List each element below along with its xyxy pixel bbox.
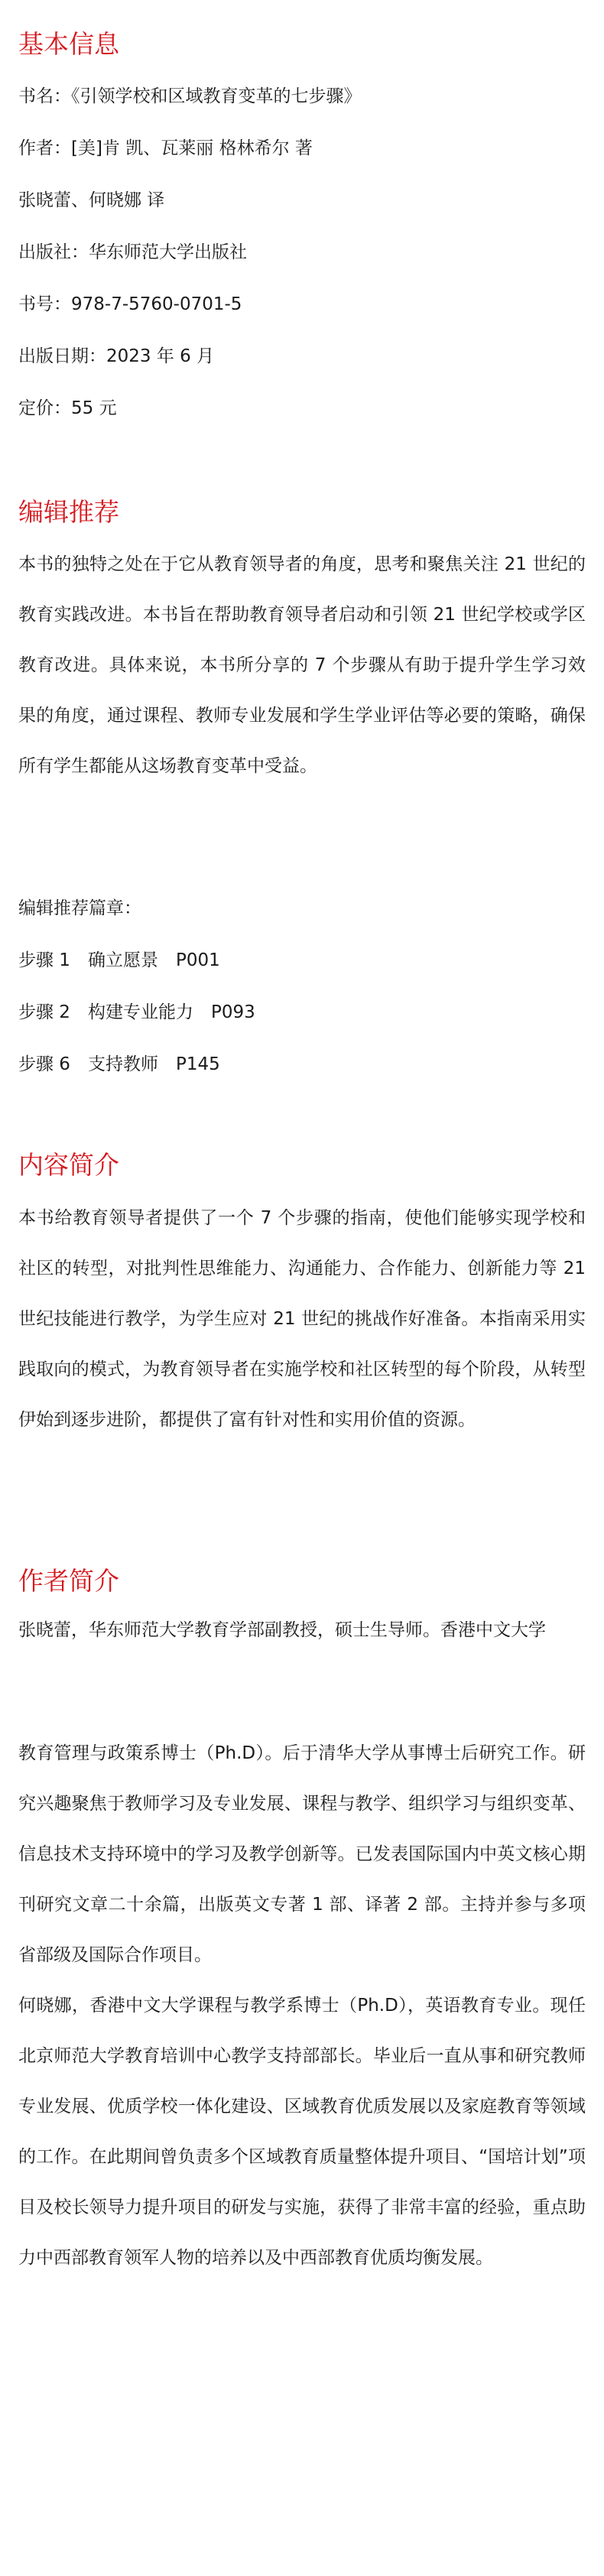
author-intro-heading: 作者简介 <box>18 1566 119 1596</box>
recommended-chapter-item: 步骤 1 确立愿景 P001 <box>18 950 220 970</box>
recommended-chapters-label: 编辑推荐篇章： <box>18 898 141 918</box>
editor-recommend-heading: 编辑推荐 <box>18 497 119 527</box>
authors: 作者：[美]肯 凯、瓦莱丽 格林希尔 著 <box>18 138 313 158</box>
content-intro-paragraph: 本书给教育领导者提供了一个 7 个步骤的指南，使他们能够实现学校和社区的转型，对批判性思维能力、沟通能力、合作能力、创新能力等 21 世纪技能进行教学，为学生应对 21 世纪的挑战作好准备。本指南采用实践取向的模式，为教育领导者在实施学校和社区转型的每个阶段，从转型伊始到逐步进阶，都提供了富有针对性和实用价值的资源。 <box>18 1208 586 1430</box>
editor-recommend-paragraph: 本书的独特之处在于它从教育领导者的角度，思考和聚焦关注 21 世纪的教育实践改进。本书旨在帮助教育领导者启动和引领 21 世纪学校或学区教育改进。具体来说，本书所分享的 7 个步骤从有助于提升学生学习效果的角度，通过课程、教师专业发展和学生学业评估等必要的策略，确保所有学生都能从这场教育变革中受益。 <box>18 554 586 776</box>
book-name: 书名：《引领学校和区域教育变革的七步骤》 <box>18 86 362 106</box>
content-intro-heading: 内容简介 <box>18 1150 119 1180</box>
price: 定价：55 元 <box>18 398 117 418</box>
basic-info-heading: 基本信息 <box>18 29 119 59</box>
publisher: 出版社：华东师范大学出版社 <box>18 242 247 262</box>
isbn: 书号：978-7-5760-0701-5 <box>18 294 242 314</box>
publication-date: 出版日期：2023 年 6 月 <box>18 346 215 366</box>
recommended-chapter-item: 步骤 2 构建专业能力 P093 <box>18 1002 255 1022</box>
translators: 张晓蕾、何晓娜 译 <box>18 190 165 210</box>
author-bio-zhang: 教育管理与政策系博士（Ph.D）。后于清华大学从事博士后研究工作。研究兴趣聚焦于教师学习及专业发展、课程与教学、组织学习与组织变革、信息技术支持环境中的学习及教学创新等。已发表国际国内中英文核心期刊研究文章二十余篇，出版英文专著 1 部、译著 2 部。主持并参与多项省部级及国际合作项目。 <box>18 1743 586 1965</box>
author-bio-he: 何晓娜，香港中文大学课程与教学系博士（Ph.D），英语教育专业。现任北京师范大学教育培训中心教学支持部部长。毕业后一直从事和研究教师专业发展、优质学校一体化建设、区域教育优质发展以及家庭教育等领域的工作。在此期间曾负责多个区域教育质量整体提升项目、“国培计划”项目及校长领导力提升项目的研发与实施，获得了非常丰富的经验，重点助力中西部教育领军人物的培养以及中西部教育优质均衡发展。 <box>18 1996 586 2268</box>
recommended-chapter-item: 步骤 6 支持教师 P145 <box>18 1054 220 1074</box>
author-intro-first-line: 张晓蕾，华东师范大学教育学部副教授，硕士生导师。香港中文大学 <box>18 1620 546 1640</box>
